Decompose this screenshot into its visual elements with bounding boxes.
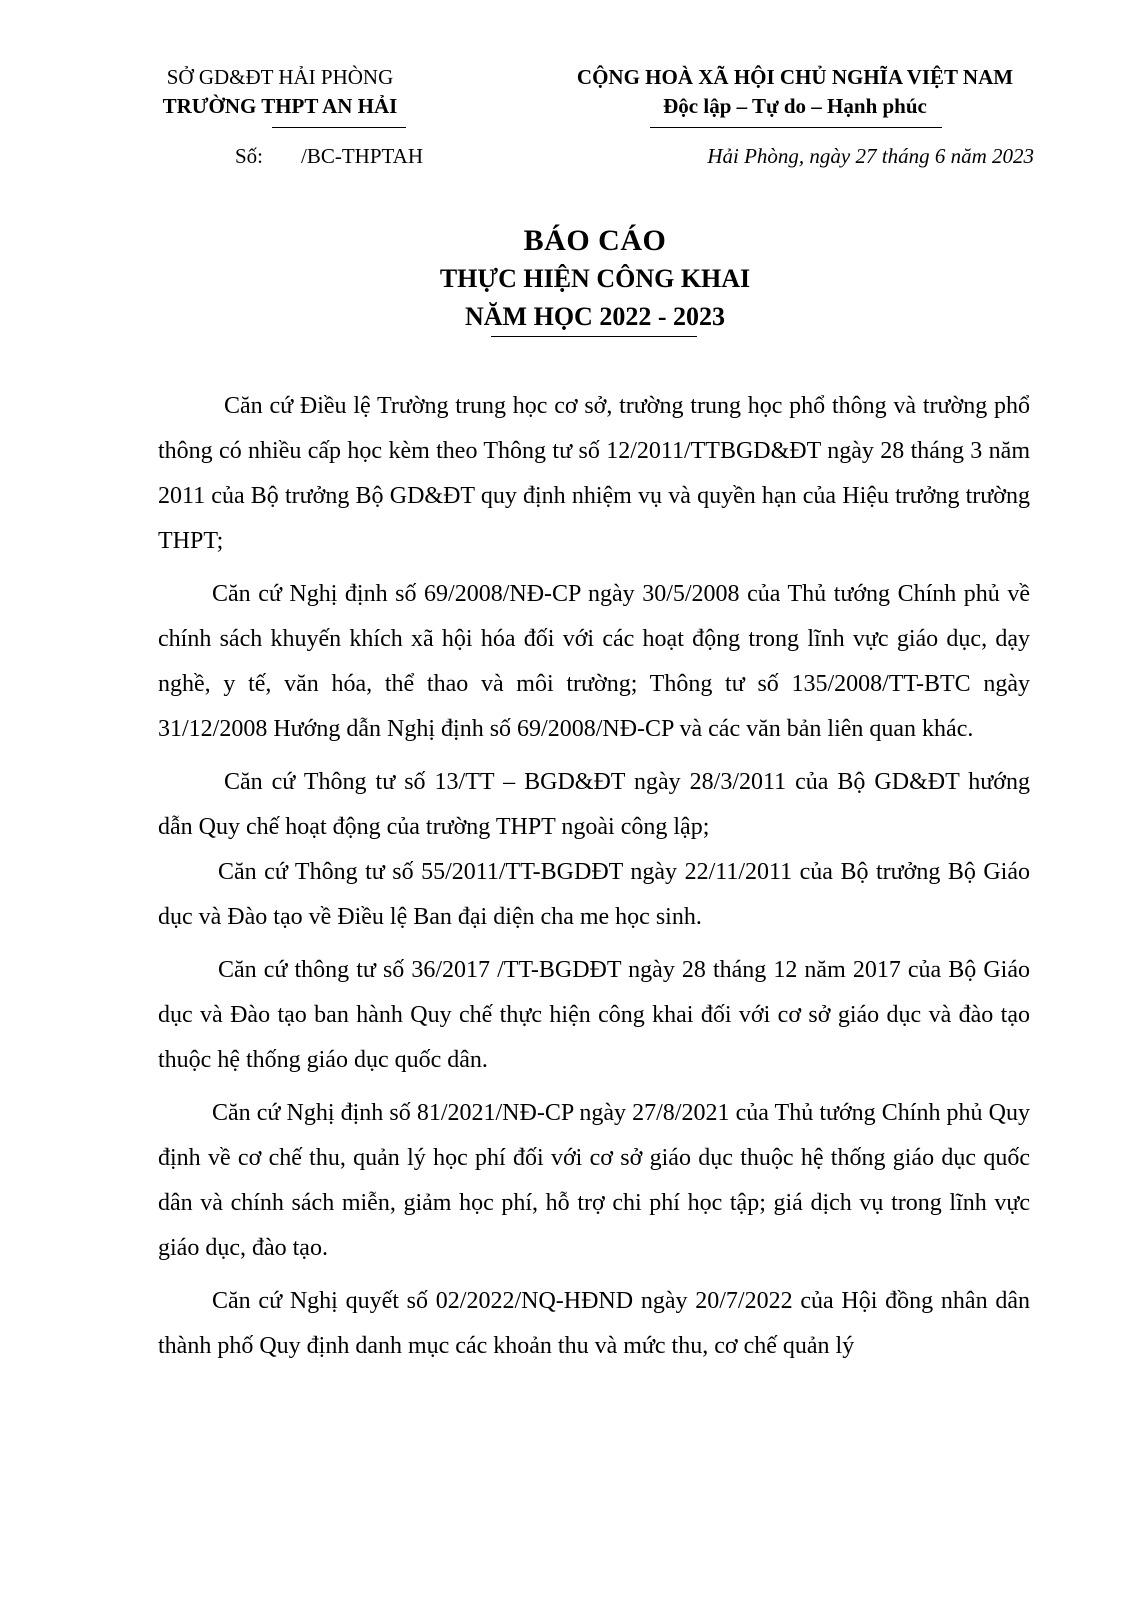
document-number-code: /BC-THPTAH	[301, 144, 424, 168]
paragraph: Căn cứ Thông tư số 55/2011/TT-BGDĐT ngày 22/11/2011 của Bộ trưởng Bộ Giáo dục và Đào tạo về Điều lệ Ban đại diện cha me học sinh.	[158, 859, 1030, 930]
national-motto: Độc lập – Tự do – Hạnh phúc	[663, 94, 927, 118]
school-name: TRƯỜNG THPT AN HẢI	[162, 94, 398, 118]
paragraph: Căn cứ Nghị định số 81/2021/NĐ-CP ngày 27/8/2021 của Thủ tướng Chính phủ Quy định về cơ chế thu, quản lý học phí đối với cơ sở giáo dục thuộc hệ thống giáo dục quốc dân và chính sách miễn, giảm học phí, hỗ trợ chi phí học tập; giá dịch vụ trong lĩnh vực giáo dục, đào tạo.	[158, 1100, 1030, 1261]
country-name: CỘNG HOÀ XÃ HỘI CHỦ NGHĨA VIỆT NAM	[576, 65, 1014, 89]
report-subtitle: THỰC HIỆN CÔNG KHAI	[439, 264, 751, 293]
paragraph: Căn cứ thông tư số 36/2017 /TT-BGDĐT ngày 28 tháng 12 năm 2017 của Bộ Giáo dục và Đào tạo ban hành Quy chế thực hiện công khai đối với cơ sở giáo dục và đào tạo thuộc hệ thống giáo dục quốc dân.	[158, 957, 1030, 1073]
department-name: SỞ GD&ĐT HẢI PHÒNG	[166, 65, 394, 89]
document-number	[235, 144, 423, 169]
report-title: BÁO CÁO	[523, 224, 667, 257]
document-date: Hải Phòng, ngày 27 tháng 6 năm 2023	[707, 144, 1034, 168]
document-number-label: Số:	[235, 144, 264, 168]
title-underline	[491, 336, 697, 337]
paragraph: Căn cứ Nghị định số 69/2008/NĐ-CP ngày 30/5/2008 của Thủ tướng Chính phủ về chính sách khuyến khích xã hội hóa đối với các hoạt động trong lĩnh vực giáo dục, dạy nghề, y tế, văn hóa, thể thao và môi trường; Thông tư số 135/2008/TT-BTC ngày 31/12/2008 Hướng dẫn Nghị định số 69/2008/NĐ-CP và các văn bản liên quan khác.	[158, 581, 1030, 742]
report-school-year: NĂM HỌC 2022 - 2023	[465, 302, 725, 331]
document-body	[158, 384, 1030, 1369]
school-name-underline	[272, 127, 406, 128]
motto-underline	[650, 127, 942, 128]
report-title-block	[0, 222, 1130, 336]
issuing-agency-block	[160, 62, 400, 120]
national-title-block	[540, 62, 1050, 120]
paragraph: Căn cứ Thông tư số 13/TT – BGD&ĐT ngày 28/3/2011 của Bộ GD&ĐT hướng dẫn Quy chế hoạt động của trường THPT ngoài công lập;	[158, 769, 1030, 840]
paragraph: Căn cứ Nghị quyết số 02/2022/NQ-HĐND ngày 20/7/2022 của Hội đồng nhân dân thành phố Quy định danh mục các khoản thu và mức thu, cơ chế quản lý	[158, 1288, 1030, 1359]
paragraph: Căn cứ Điều lệ Trường trung học cơ sở, trường trung học phổ thông và trường phổ thông có nhiều cấp học kèm theo Thông tư số 12/2011/TTBGD&ĐT ngày 28 tháng 3 năm 2011 của Bộ trưởng Bộ GD&ĐT quy định nhiệm vụ và quyền hạn của Hiệu trưởng trường THPT;	[158, 393, 1030, 554]
